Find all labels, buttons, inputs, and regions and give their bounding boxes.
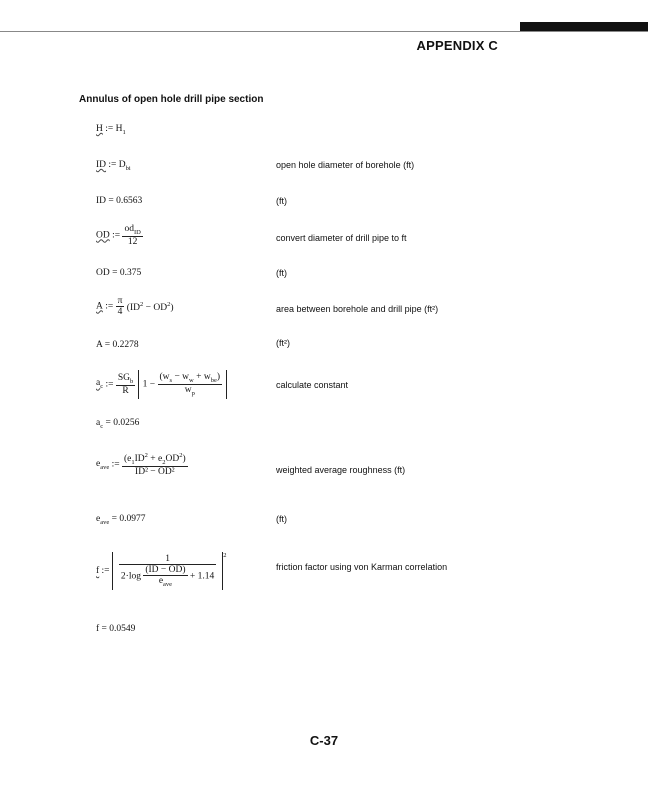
note-eave-def: weighted average roughness (ft) [276, 465, 406, 475]
eq-ac-inner-fraction: $\frac{(w_s - w_w + w_{be})}{w_p}$ [159, 372, 221, 397]
eq-a-fraction [116, 296, 125, 317]
note-a-def: area between borehole and drill pipe (ft²) [276, 304, 439, 314]
eq-eave-value: $e_{ave} = 0.0977$ [96, 514, 146, 526]
eq-od-def: OD := $\frac{od_{ID}}{12}$ [96, 224, 141, 247]
eq-eave-den: ID² − OD² [135, 467, 175, 478]
section-title: Annulus of open hole drill pipe section [79, 94, 264, 105]
eq-a-def: A := $\frac{\pi}{4}$ $(ID^2 - OD^2)$ [96, 296, 174, 317]
eq-h-lhs: H [96, 124, 103, 134]
eq-f-fraction [119, 554, 216, 588]
eq-f-log-fraction: $\frac{(ID - OD)}{e_{ave}}$ [145, 565, 186, 588]
eq-id-rhs: D [118, 160, 126, 170]
eq-ac-bracket: 1 − $\frac{(w_s - w_w + w_{be})}{w_p}$ [138, 370, 227, 399]
eq-a-den: 4 [117, 307, 123, 317]
note-od-value: (ft) [276, 268, 287, 278]
eq-od-num: od [124, 224, 134, 234]
eq-id-value: ID = 0.6563 [96, 196, 143, 206]
note-ac-def: calculate constant [276, 380, 349, 390]
page-number: C-37 [309, 733, 339, 748]
eq-id-rhs-sub: bi [125, 164, 131, 172]
note-eave-value: (ft) [276, 514, 287, 524]
eq-f-value: f = 0.0549 [96, 624, 136, 634]
note-od-def: convert diameter of drill pipe to ft [276, 233, 407, 243]
eq-ac-lhs: $a_c$ [96, 378, 104, 391]
eq-ac-num: SG [117, 372, 131, 383]
eq-ac-value: $a_c = 0.0256$ [96, 418, 140, 430]
appendix-heading: APPENDIX C [416, 38, 498, 53]
eq-od-fraction [122, 224, 142, 247]
eq-f-lhs: f [96, 565, 100, 576]
eq-ac-def: $a_c$ := $\frac{SG_b}{R}$ 1 − $\frac{(w_s - w_w + w_{be})}{w_p}$ [96, 370, 227, 399]
eq-h-rhs-sub: 1 [122, 128, 126, 136]
eq-f-log: 2·log [120, 571, 141, 582]
eq-ac-num-sub: b [130, 377, 134, 385]
eq-f-num: 1 [119, 554, 216, 565]
eq-a-lhs: A [96, 301, 103, 312]
eq-f-def: f := 1 2·log $\frac{(ID - OD)}{e_{ave}}$ + 1.14 $^2$ [96, 552, 227, 588]
note-f-def: friction factor using von Karman correlation [276, 562, 448, 572]
eq-eave-fraction: $\frac{(e_1ID^2 + e_2OD^2)}{\text{ID² − OD²}}$ [124, 452, 186, 478]
eq-a-value: A = 0.2278 [96, 340, 139, 350]
eq-od-value: OD = 0.375 [96, 268, 142, 278]
eq-eave-def: $e_{ave}$ := $\frac{(e_1ID^2 + e_2OD^2)}{\text{ID² − OD²}}$ [96, 452, 186, 478]
eq-a-num: π [117, 296, 123, 306]
eq-f-bracket [112, 552, 223, 590]
note-id-def: open hole diameter of borehole (ft) [276, 160, 415, 170]
eq-h-rhs: H [115, 124, 123, 134]
eq-a-paren: $(ID^2 - OD^2)$ [126, 300, 174, 313]
eq-h-def: H := $H_1$ [96, 124, 126, 136]
note-id-value: (ft) [276, 196, 287, 206]
note-a-value: (ft²) [276, 338, 290, 348]
eq-id-lhs: ID [96, 160, 107, 170]
eq-od-lhs: OD [96, 230, 110, 241]
eq-id-def: ID := $D_{bi}$ [96, 160, 131, 172]
eq-eave-lhs: $e_{ave}$ [96, 458, 110, 471]
eq-od-num-sub: ID [133, 228, 141, 236]
eq-ac-fraction [116, 373, 135, 396]
eq-od-den: 12 [127, 236, 138, 247]
header-rule [0, 31, 648, 32]
eq-ac-den: R [122, 385, 129, 396]
eq-f-plus: + 1.14 [189, 571, 215, 582]
